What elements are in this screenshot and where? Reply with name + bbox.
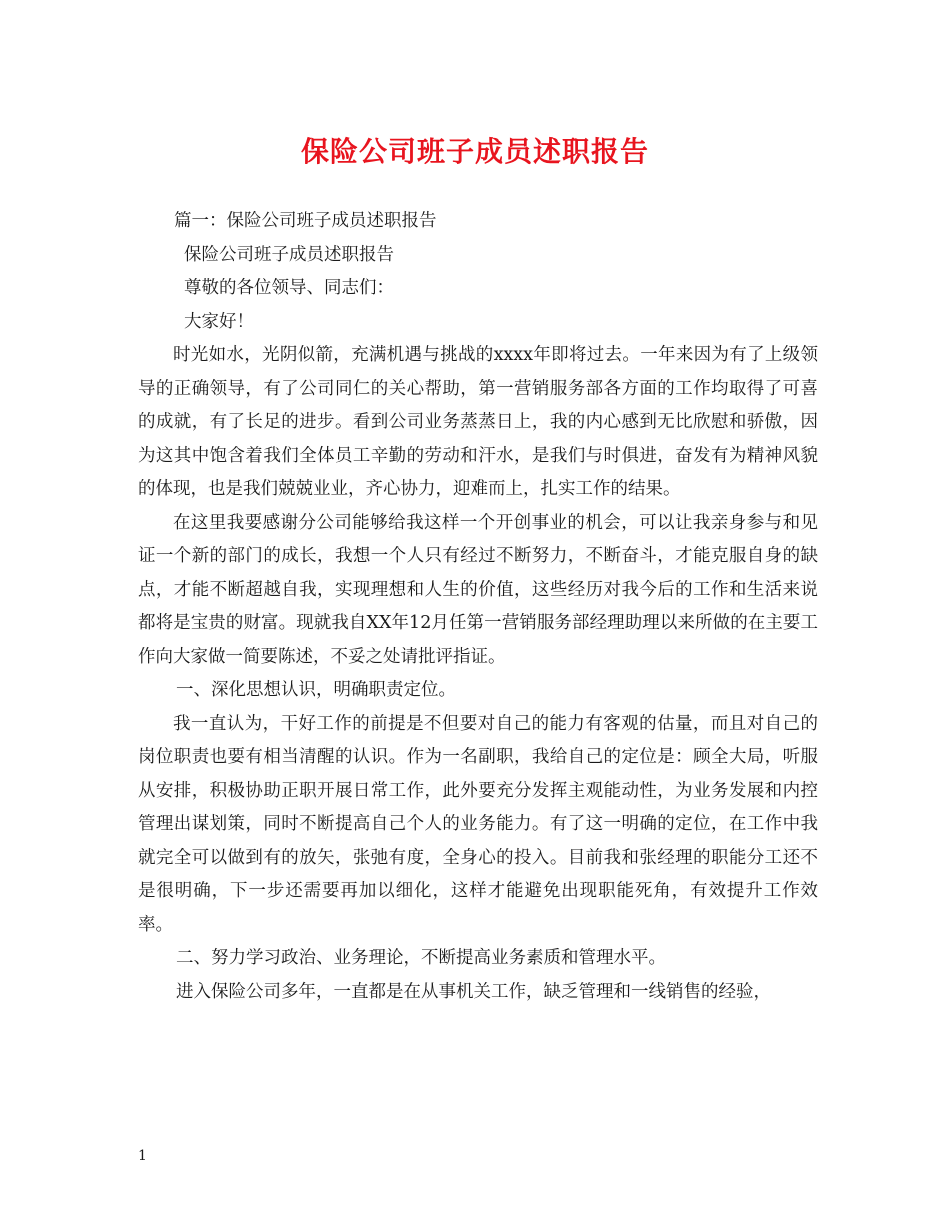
heading-part-one: 篇一：保险公司班子成员述职报告 [174,211,437,231]
document-body [138,205,818,1009]
document-title: 保险公司班子成员述职报告 [300,135,649,168]
greeting: 大家好！ [184,311,254,332]
heading-report-title: 保险公司班子成员述职报告 [184,244,394,265]
paragraph-thanks: 在这里我要感谢分公司能够给我这样一个开创事业的机会，可以让我亲身参与和见证一个新的部门的成长，我想一个人只有经过不断努力，不断奋斗，才能克服自身的缺点，才能不断超越自我，实现理想和人生的价值，这些经历对我今后的工作和生活来说都将是宝贵的财富。现就我自XX年12月任第一营销服务部经理助理以来所做的在主要工作向大家做一简要陈述，不妥之处请批评指证。 [138,512,818,667]
page-number: 1 [138,1148,147,1164]
section-heading-2: 二、努力学习政治、业务理论，不断提高业务素质和管理水平。 [176,948,666,968]
paragraph-section-2: 进入保险公司多年，一直都是在从事机关工作，缺乏管理和一线销售的经验， [176,981,771,1002]
paragraph-section-1: 我一直认为，干好工作的前提是不但要对自己的能力有客观的估量，而且对自己的岗位职责也要有相当清醒的认识。作为一名副职，我给自己的定位是：顾全大局，听服从安排，积极协助正职开展日常工作，此外要充分发挥主观能动性，为业务发展和内控管理出谋划策，同时不断提高自己个人的业务能力。有了这一明确的定位，在工作中我就完全可以做到有的放矢，张弛有度，全身心的投入。目前我和张经理的职能分工还不是很明确，下一步还需要再加以细化，这样才能避免出现职能死角，有效提升工作效率。 [138,713,818,935]
paragraph-opening: 时光如水，光阴似箭，充满机遇与挑战的xxxx年即将过去。一年来因为有了上级领导的正确领导，有了公司同仁的关心帮助，第一营销服务部各方面的工作均取得了可喜的成就，有了长足的进步。看到公司业务蒸蒸日上，我的内心感到无比欣慰和骄傲，因为这其中饱含着我们全体员工辛勤的劳动和汗水，是我们与时俱进，奋发有为精神风貌的体现，也是我们兢兢业业，齐心协力，迎难而上，扎实工作的结果。 [138,345,818,499]
salutation: 尊敬的各位领导、同志们： [184,278,394,298]
section-heading-1: 一、深化思想认识，明确职责定位。 [176,680,456,700]
